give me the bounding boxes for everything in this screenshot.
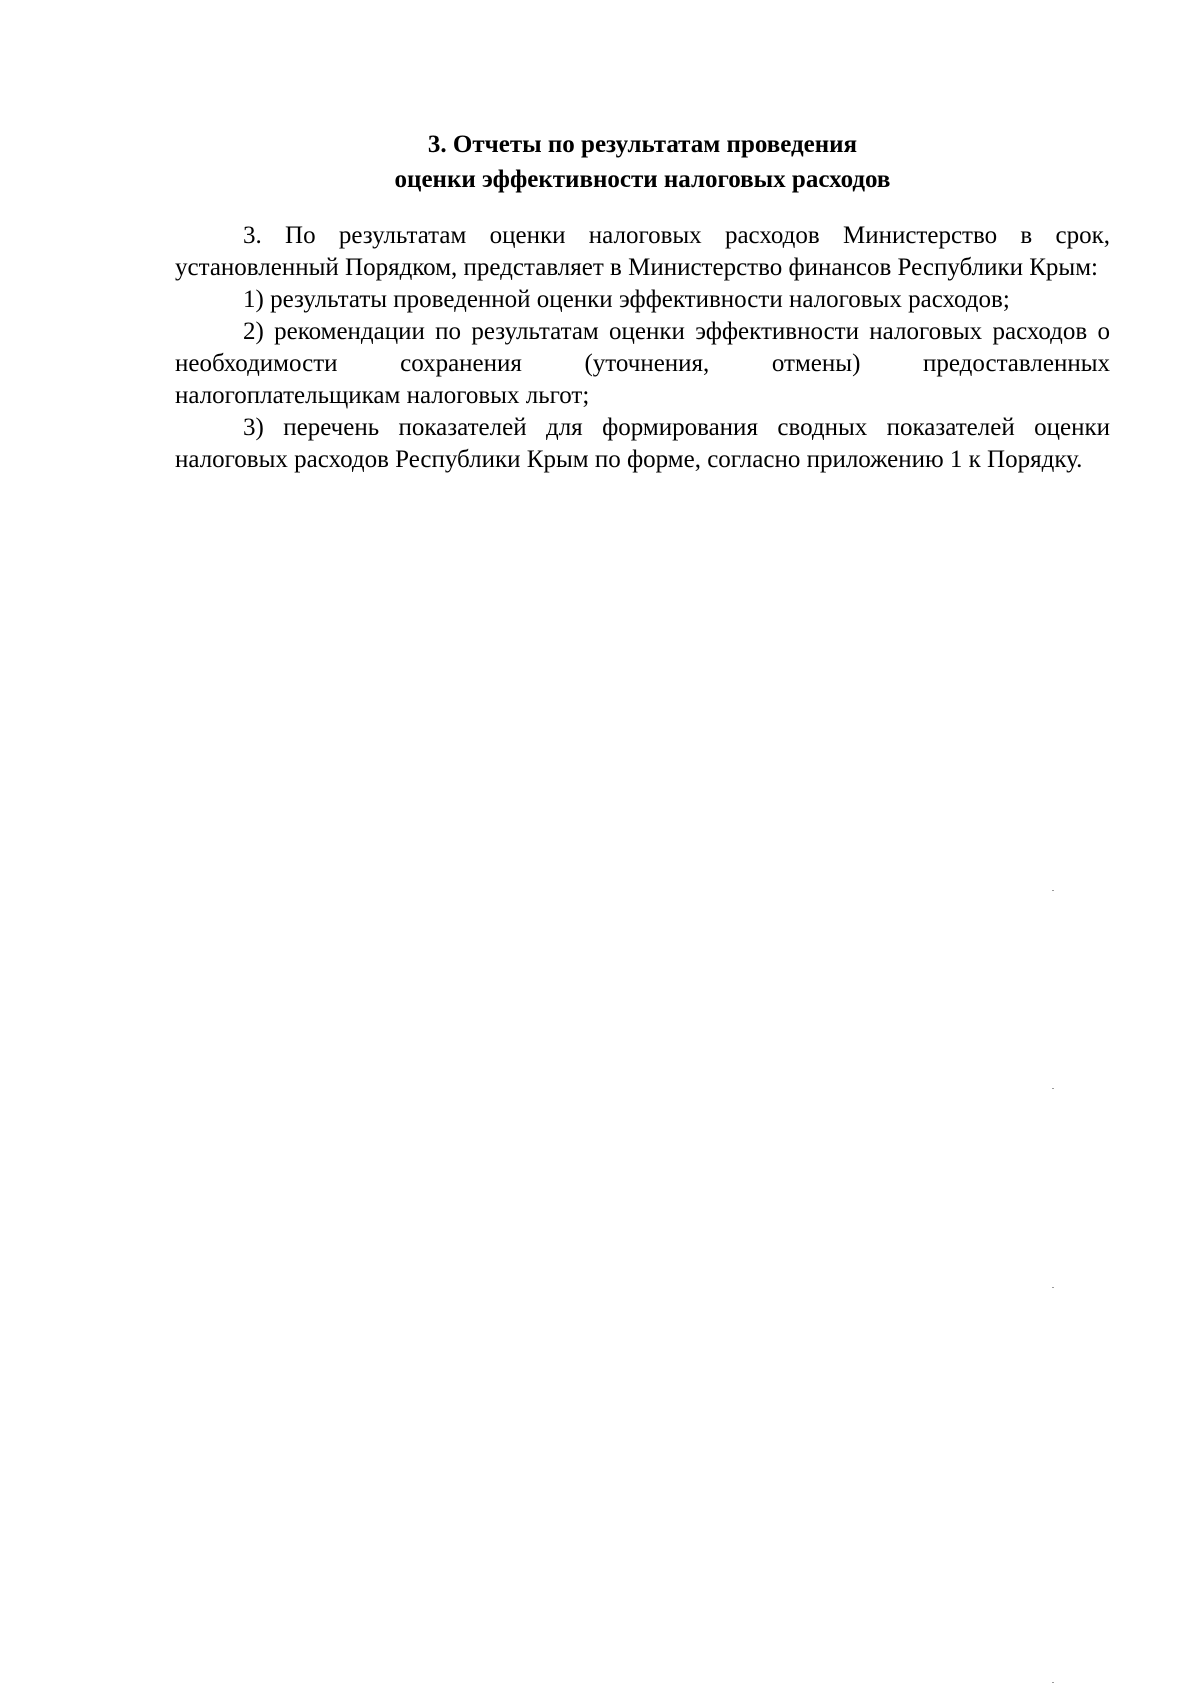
list-item-3: 3) перечень показателей для формирования сводных показателей оценки налоговых расходов Республики Крым по форме, согласно приложению 1 к Порядку. (175, 414, 1110, 473)
list-item-2: 2) рекомендации по результатам оценки эффективности налоговых расходов о необходимости сохранения (уточнения, отмены) предоставленных налогоплательщикам налоговых льгот; (175, 318, 1110, 409)
section-heading-line-1: 3. Отчеты по результатам проведения (427, 131, 858, 158)
scan-mark (1052, 1287, 1054, 1288)
section-heading (175, 127, 1110, 197)
list-item-1: 1) результаты проведенной оценки эффективности налоговых расходов; (243, 286, 1010, 313)
scan-mark (1052, 1088, 1054, 1089)
document-body (175, 220, 1110, 476)
scan-mark (1052, 890, 1054, 891)
section-heading-line-2: оценки эффективности налоговых расходов (394, 166, 891, 193)
paragraph-intro: 3. По результатам оценки налоговых расходов Министерство в срок, установленный Порядком, представляет в Министерство финансов Республики Крым: (175, 222, 1110, 281)
scan-mark (1052, 1682, 1054, 1683)
